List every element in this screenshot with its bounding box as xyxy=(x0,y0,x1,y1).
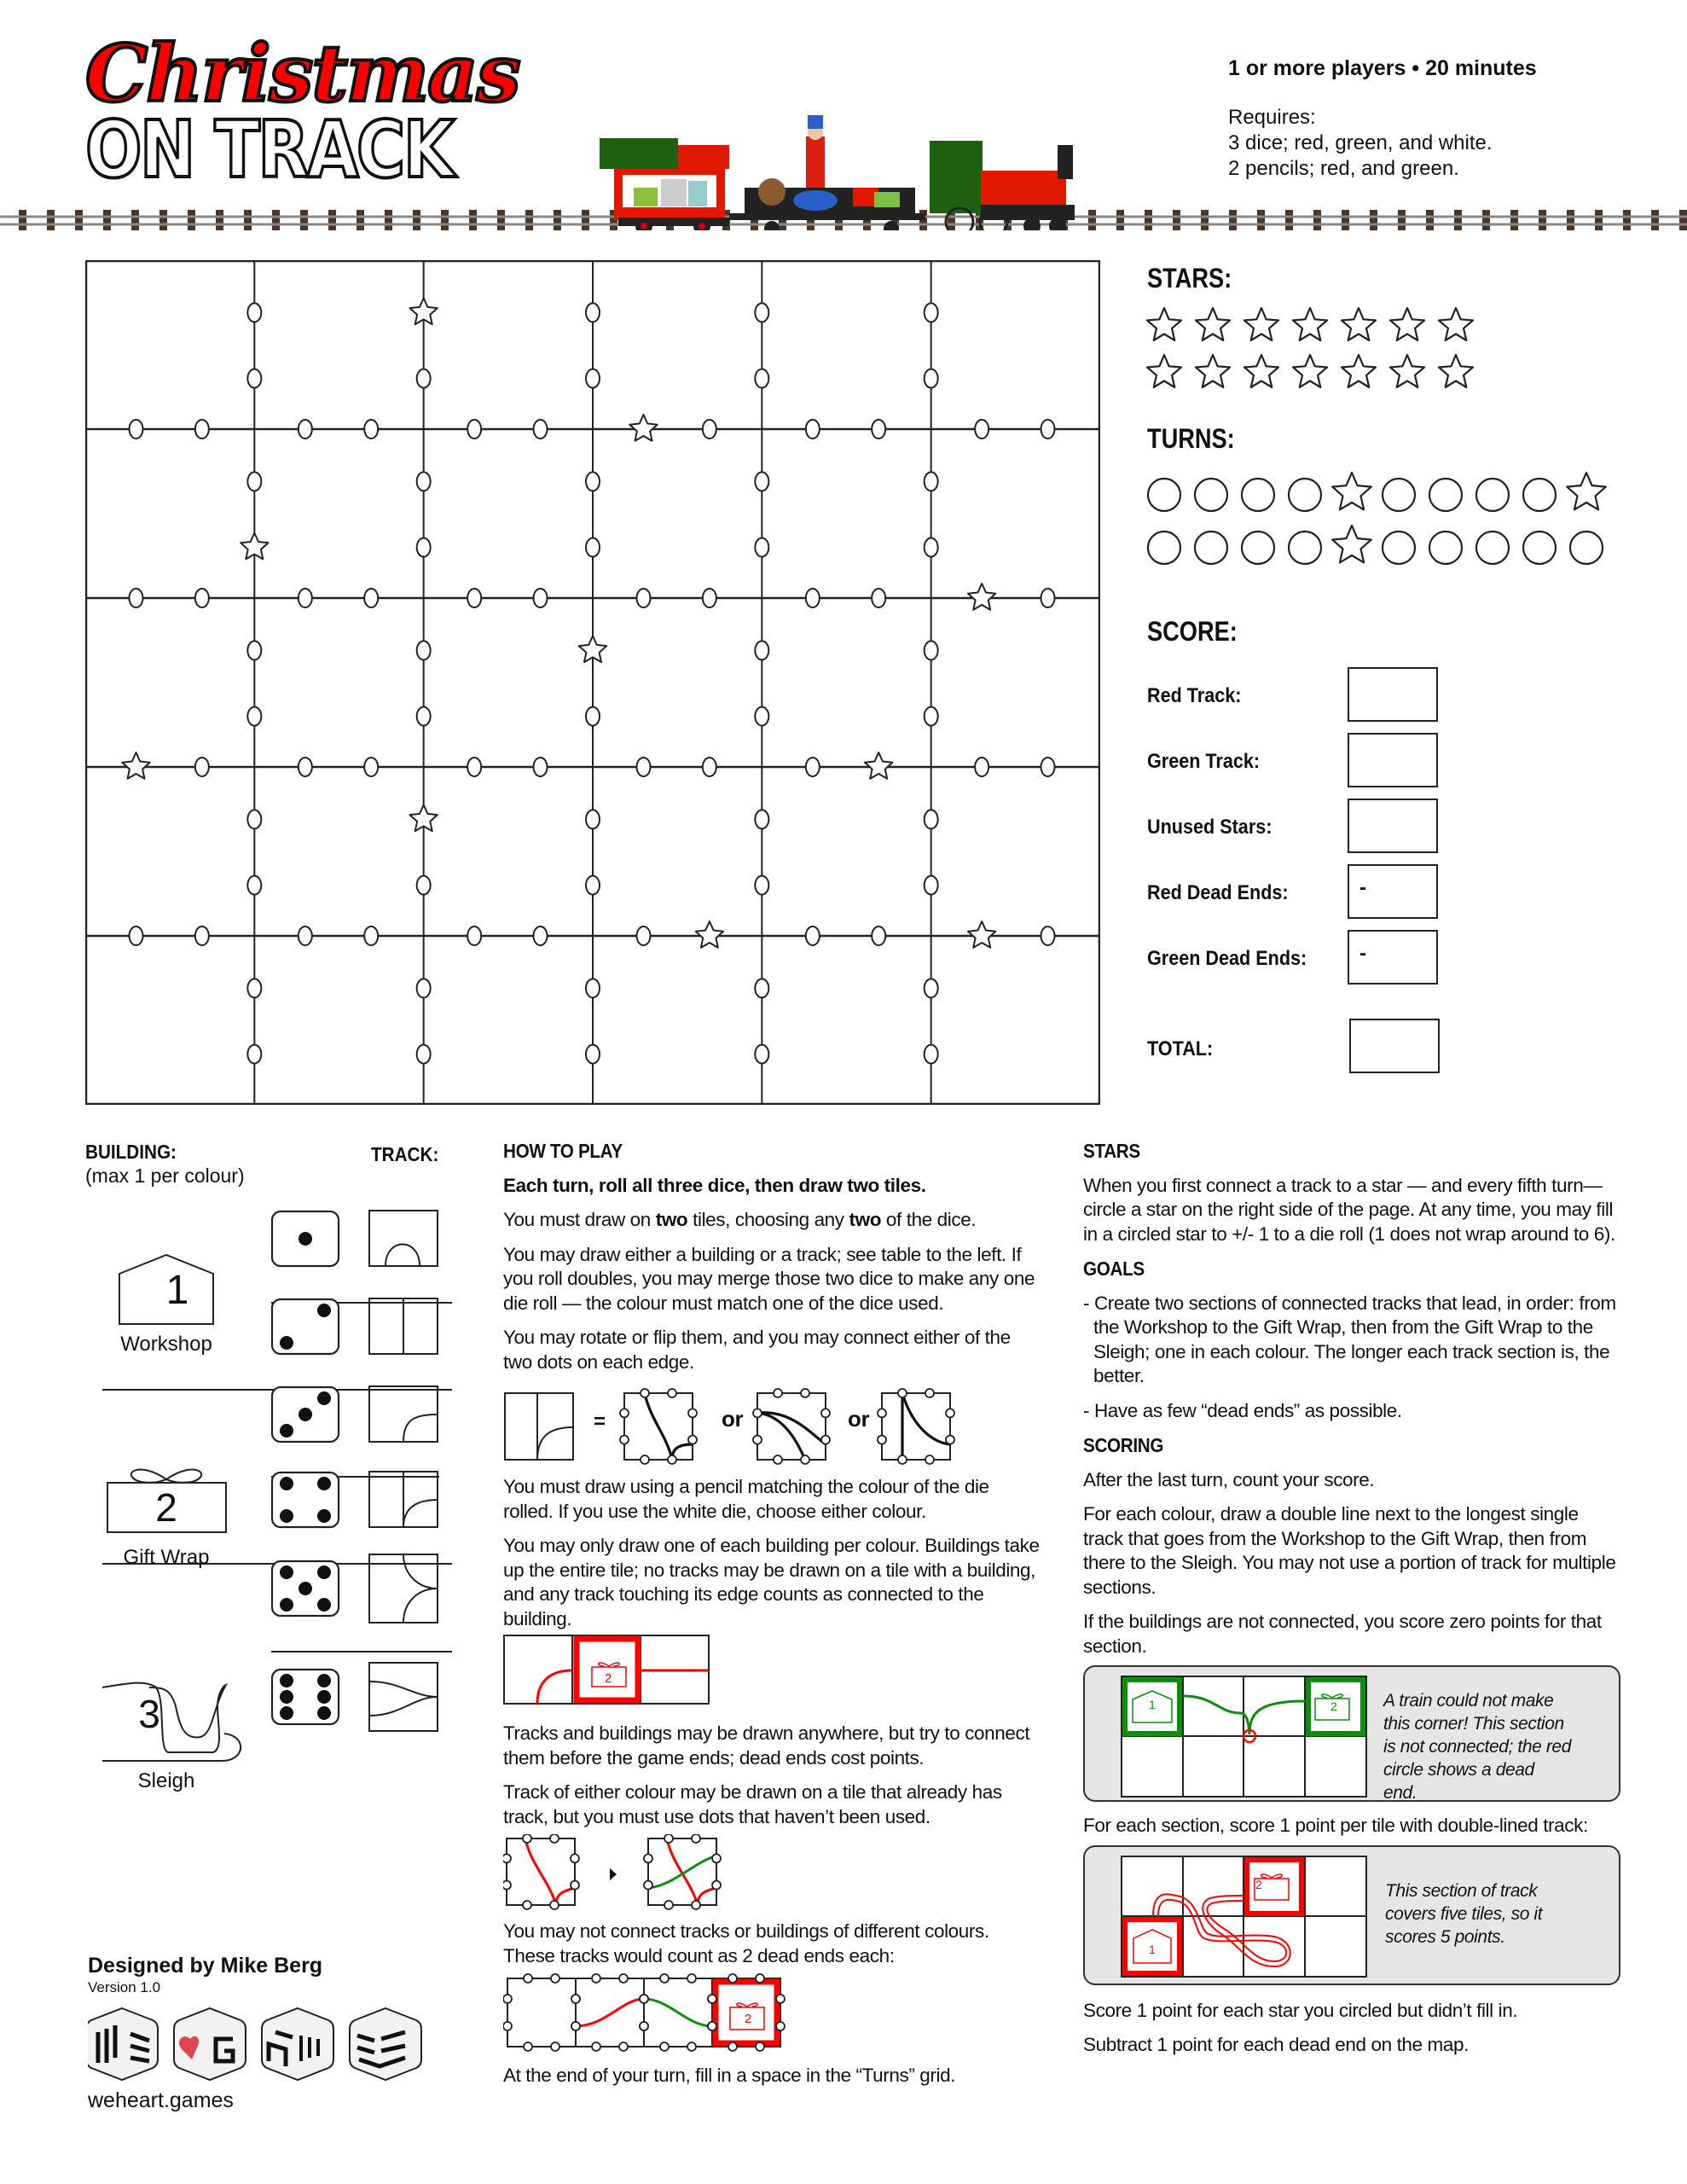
map-dot xyxy=(1041,420,1055,439)
rotate-example xyxy=(503,1385,1041,1467)
how-to-play-p2: You may draw either a building or a track; see table to the left. If you roll doubles, you may merge those two dice to make any one die roll — the colour must match one of the dice used. xyxy=(503,1243,1035,1314)
goal-2: - Have as few “dead ends” as possible. xyxy=(1083,1399,1402,1421)
or-label-2: or xyxy=(848,1406,870,1432)
score-title: SCORE: xyxy=(1147,616,1238,647)
players-time: 1 or more players • 20 minutes xyxy=(1228,56,1537,80)
map-dot xyxy=(755,538,768,557)
how-to-play-p3: You may rotate or flip them, and you may connect either of the two dots on each edge. xyxy=(503,1327,1011,1373)
or-label-1: or xyxy=(722,1406,744,1432)
turn-star-icon xyxy=(1332,473,1371,509)
map-dot xyxy=(755,707,768,726)
map-dot xyxy=(247,303,261,322)
score-label-green-track: Green Track: xyxy=(1147,750,1261,773)
map-dot xyxy=(417,979,431,997)
total-input[interactable] xyxy=(1349,1019,1440,1073)
sleigh-number: 3 xyxy=(138,1692,160,1736)
workshop-label: Workshop xyxy=(120,1333,212,1356)
how-to-play-lead: Each turn, roll all three dice, then draw two tiles. xyxy=(503,1174,926,1196)
turn-circle xyxy=(1476,479,1509,511)
map-dot xyxy=(195,758,209,776)
map-dot xyxy=(755,810,768,828)
map-dot xyxy=(247,707,261,726)
map-dot xyxy=(975,420,988,439)
map-dot xyxy=(417,707,431,726)
requires-label: Requires: xyxy=(1228,106,1316,129)
map-dot xyxy=(806,758,820,776)
map-dot xyxy=(806,589,820,607)
scoring-p1: After the last turn, count your score. xyxy=(1083,1468,1375,1490)
map-dot xyxy=(195,420,209,439)
how-to-play-p8: You may not connect tracks or buildings of different colours. These tracks would count as 2 dead ends each: xyxy=(503,1920,989,1966)
map-dot xyxy=(247,369,261,388)
star-slot-icon xyxy=(1244,355,1278,387)
scoring-p2: For each colour, draw a double line next to the longest single track that goes from the Workshop to the Gift Wrap, then from there to the Sleigh. You may not use a portion of track for multiple sections. xyxy=(1083,1503,1616,1598)
map-dot xyxy=(586,369,600,388)
score-label-green-dead-ends: Green Dead Ends: xyxy=(1147,947,1307,970)
turn-circle xyxy=(1242,531,1274,564)
turn-circle xyxy=(1148,531,1180,564)
turn-circle xyxy=(1523,531,1556,564)
dead-end-gift-number: 2 xyxy=(745,2012,751,2026)
map-dot xyxy=(1041,758,1055,776)
stars-rules-text: When you first connect a track to a star — and every fifth turn— circle a star on the right side of the page. At any time, you may fill in a circled star to +/- 1 to a die roll (1 does not wrap around to 6). xyxy=(1083,1174,1615,1245)
turn-circle xyxy=(1523,479,1556,511)
map-dot xyxy=(925,369,938,388)
map-dot xyxy=(872,926,885,945)
map-dot xyxy=(586,1045,600,1064)
star-slot-icon xyxy=(1342,308,1376,340)
map-dot xyxy=(806,926,820,945)
example-score-box xyxy=(1083,1845,1620,1985)
map-dot xyxy=(637,589,651,607)
ex1-gift-number: 2 xyxy=(1330,1699,1337,1713)
map-dot xyxy=(703,589,716,607)
overlap-track-diagram xyxy=(503,1834,733,1911)
map-dot xyxy=(586,538,600,557)
map-dot xyxy=(872,420,885,439)
dead-end-example xyxy=(503,1973,1041,2055)
game-map-grid[interactable] xyxy=(85,260,1100,1105)
how-to-play-section xyxy=(503,1139,1041,2099)
map-dot xyxy=(299,926,312,945)
example-dead-end-box xyxy=(1083,1665,1620,1802)
map-dot xyxy=(467,758,481,776)
map-dot xyxy=(925,538,938,557)
star-slot-icon xyxy=(1293,355,1327,387)
building-title: BUILDING: xyxy=(85,1141,177,1163)
map-dot xyxy=(534,420,548,439)
map-dot xyxy=(467,420,481,439)
star-slot-icon xyxy=(1196,355,1230,387)
how-to-play-p9: At the end of your turn, fill in a space in the “Turns” grid. xyxy=(503,2065,956,2086)
map-dot xyxy=(925,641,938,659)
map-dot xyxy=(130,420,143,439)
total-label: TOTAL: xyxy=(1147,1037,1214,1060)
ex2-workshop-number: 1 xyxy=(1149,1942,1156,1956)
map-dot xyxy=(755,641,768,659)
map-dot xyxy=(925,876,938,895)
map-dot xyxy=(534,589,548,607)
score-label-red-dead-ends: Red Dead Ends: xyxy=(1147,881,1289,904)
example-gift-number: 2 xyxy=(605,1671,612,1686)
game-meta xyxy=(1228,55,1537,182)
map-dot xyxy=(417,369,431,388)
map-dot xyxy=(467,926,481,945)
map-dot xyxy=(703,758,716,776)
designer-credit: Designed by Mike Berg xyxy=(88,1954,323,1978)
turn-star-icon xyxy=(1567,473,1606,509)
how-to-play-p5: You may only draw one of each building per colour. Buildings take up the entire tile; no tracks may be drawn on a tile with a building, and any track touching its edge counts as connected to the building. xyxy=(503,1535,1040,1629)
website-link[interactable]: weheart.games xyxy=(88,2088,234,2112)
scoring-p4: For each section, score 1 point per tile with double-lined track: xyxy=(1083,1815,1588,1836)
requires-pencils: 2 pencils; red, and green. xyxy=(1228,157,1459,180)
title-on-track: ON TRACK xyxy=(85,104,453,195)
turn-circle xyxy=(1289,531,1321,564)
stars-tracker[interactable] xyxy=(1145,305,1487,395)
map-dot xyxy=(637,926,651,945)
turn-circle xyxy=(1242,479,1274,511)
star-slot-icon xyxy=(1147,308,1181,340)
star-slot-icon xyxy=(1390,355,1424,387)
how-to-play-p1: You must draw on two tiles, choosing any two of the dice. xyxy=(503,1209,977,1230)
map-dot xyxy=(534,758,548,776)
map-dot xyxy=(755,303,768,322)
star-slot-icon xyxy=(1439,355,1473,387)
map-dot xyxy=(586,472,600,491)
map-dot xyxy=(586,810,600,828)
christmas-train-icon xyxy=(593,111,1079,230)
building-subtitle: (max 1 per colour) xyxy=(85,1165,245,1187)
star-slot-icon xyxy=(1196,308,1230,340)
rules-section xyxy=(1083,1139,1620,2068)
map-dot xyxy=(534,926,548,945)
map-dot xyxy=(755,472,768,491)
star-slot-icon xyxy=(1244,308,1278,340)
sleigh-label: Sleigh xyxy=(137,1769,195,1792)
map-dot xyxy=(247,876,261,895)
map-dot xyxy=(1041,926,1055,945)
map-dot xyxy=(755,979,768,997)
stars-title: STARS: xyxy=(1147,263,1232,293)
map-dot xyxy=(364,420,378,439)
map-dot xyxy=(975,758,988,776)
map-dot xyxy=(925,810,938,828)
score-input-red-dead-ends[interactable]: - xyxy=(1348,864,1438,919)
map-dot xyxy=(130,926,143,945)
equals-sign: = xyxy=(594,1410,606,1433)
map-dot xyxy=(703,420,716,439)
map-dot xyxy=(755,369,768,388)
map-dot xyxy=(364,589,378,607)
star-slot-icon xyxy=(1147,355,1181,387)
map-dot xyxy=(130,589,143,607)
ex2-gift-number: 2 xyxy=(1255,1877,1262,1891)
building-connect-example xyxy=(503,1635,1041,1710)
turn-circle xyxy=(1570,531,1603,564)
star-slot-icon xyxy=(1439,308,1473,340)
turn-circle xyxy=(1289,479,1321,511)
turns-tracker[interactable] xyxy=(1145,471,1623,573)
gift-wrap-label: Gift Wrap xyxy=(123,1546,210,1569)
map-dot xyxy=(586,979,600,997)
map-dot xyxy=(755,876,768,895)
sleigh-icon xyxy=(102,1683,241,1761)
map-dot xyxy=(417,472,431,491)
star-slot-icon xyxy=(1293,308,1327,340)
map-dot xyxy=(467,589,481,607)
how-to-play-p4: You must draw using a pencil matching the colour of the die rolled. If you use the white die, choose either colour. xyxy=(503,1476,989,1522)
title-christmas: Christmas xyxy=(85,27,519,119)
turns-title: TURNS: xyxy=(1147,423,1235,454)
turn-circle xyxy=(1476,531,1509,564)
star-slot-icon xyxy=(1390,308,1424,340)
map-dot xyxy=(417,641,431,659)
map-dot xyxy=(247,1045,261,1064)
turn-circle xyxy=(1383,479,1415,511)
map-dot xyxy=(586,303,600,322)
turn-circle xyxy=(1148,479,1180,511)
map-dot xyxy=(195,589,209,607)
map-dot xyxy=(247,810,261,828)
example-score-diagram xyxy=(1121,1856,1372,1979)
turn-circle xyxy=(1195,479,1227,511)
map-dot xyxy=(1041,589,1055,607)
score-input-red-track[interactable] xyxy=(1348,667,1438,722)
turn-circle xyxy=(1383,531,1415,564)
map-dot xyxy=(364,926,378,945)
map-dot xyxy=(299,758,312,776)
map-dot xyxy=(925,979,938,997)
how-to-play-p6: Tracks and buildings may be drawn anywhere, but try to connect them before the game ends; dead ends cost points. xyxy=(503,1722,1030,1769)
how-to-play-p7: Track of either colour may be drawn on a tile that already has track, but you must use dots that haven’t been used. xyxy=(503,1781,1002,1827)
map-dot xyxy=(806,420,820,439)
score-label-unused-stars: Unused Stars: xyxy=(1147,816,1272,839)
score-input-green-dead-ends[interactable]: - xyxy=(1348,930,1438,985)
turn-star-icon xyxy=(1332,526,1371,562)
map-dot xyxy=(925,707,938,726)
scoring-p3: If the buildings are not connected, you score zero points for that section. xyxy=(1083,1611,1602,1657)
map-dot xyxy=(195,926,209,945)
map-dot xyxy=(417,1045,431,1064)
example-score-caption: This section of track covers five tiles, so it scores 5 points. xyxy=(1385,1880,1543,1947)
map-dot xyxy=(299,589,312,607)
version-label: Version 1.0 xyxy=(88,1979,161,1995)
map-dot xyxy=(247,979,261,997)
scoring-p6: Subtract 1 point for each dead end on the map. xyxy=(1083,2034,1469,2055)
score-label-red-track: Red Track: xyxy=(1147,684,1242,707)
map-dot xyxy=(247,641,261,659)
workshop-number: 1 xyxy=(165,1268,189,1313)
goals-title: GOALS xyxy=(1083,1258,1145,1280)
scoring-title: SCORING xyxy=(1083,1434,1164,1456)
map-dot xyxy=(872,589,885,607)
weheart-games-logo-icon xyxy=(88,2007,429,2082)
turn-circle xyxy=(1429,479,1462,511)
map-dot xyxy=(417,876,431,895)
map-dot xyxy=(755,1045,768,1064)
gift-wrap-number: 2 xyxy=(155,1485,177,1530)
map-dot xyxy=(637,758,651,776)
score-input-unused-stars[interactable] xyxy=(1348,799,1438,853)
star-slot-icon xyxy=(1342,355,1376,387)
turn-circle xyxy=(1429,531,1462,564)
scoring-p5: Score 1 point for each star you circled but didn’t fill in. xyxy=(1083,1999,1518,2021)
goal-1: - Create two sections of connected tracks that lead, in order: from the Workshop to the Gift Wrap, then from the Gift Wrap to the Sleigh; one in each colour. The longer each track section is, the better. xyxy=(1083,1292,1616,1386)
example-dead-end-caption: A train could not make this corner! This section is not connected; the red circle shows a dead end. xyxy=(1383,1691,1571,1803)
map-dot xyxy=(925,1045,938,1064)
map-dot xyxy=(925,472,938,491)
track-title: TRACK: xyxy=(371,1143,439,1165)
turn-circle xyxy=(1195,531,1227,564)
stars-rules-title: STARS xyxy=(1083,1140,1140,1162)
map-dot xyxy=(586,876,600,895)
score-input-green-track[interactable] xyxy=(1348,733,1438,787)
map-dot xyxy=(925,303,938,322)
map-dot xyxy=(364,758,378,776)
ex1-workshop-number: 1 xyxy=(1149,1698,1156,1711)
map-dot xyxy=(586,707,600,726)
map-dot xyxy=(299,420,312,439)
how-to-play-title: HOW TO PLAY xyxy=(503,1140,623,1162)
map-dot xyxy=(247,472,261,491)
requires-dice: 3 dice; red, green, and white. xyxy=(1228,131,1493,154)
map-dot xyxy=(417,538,431,557)
